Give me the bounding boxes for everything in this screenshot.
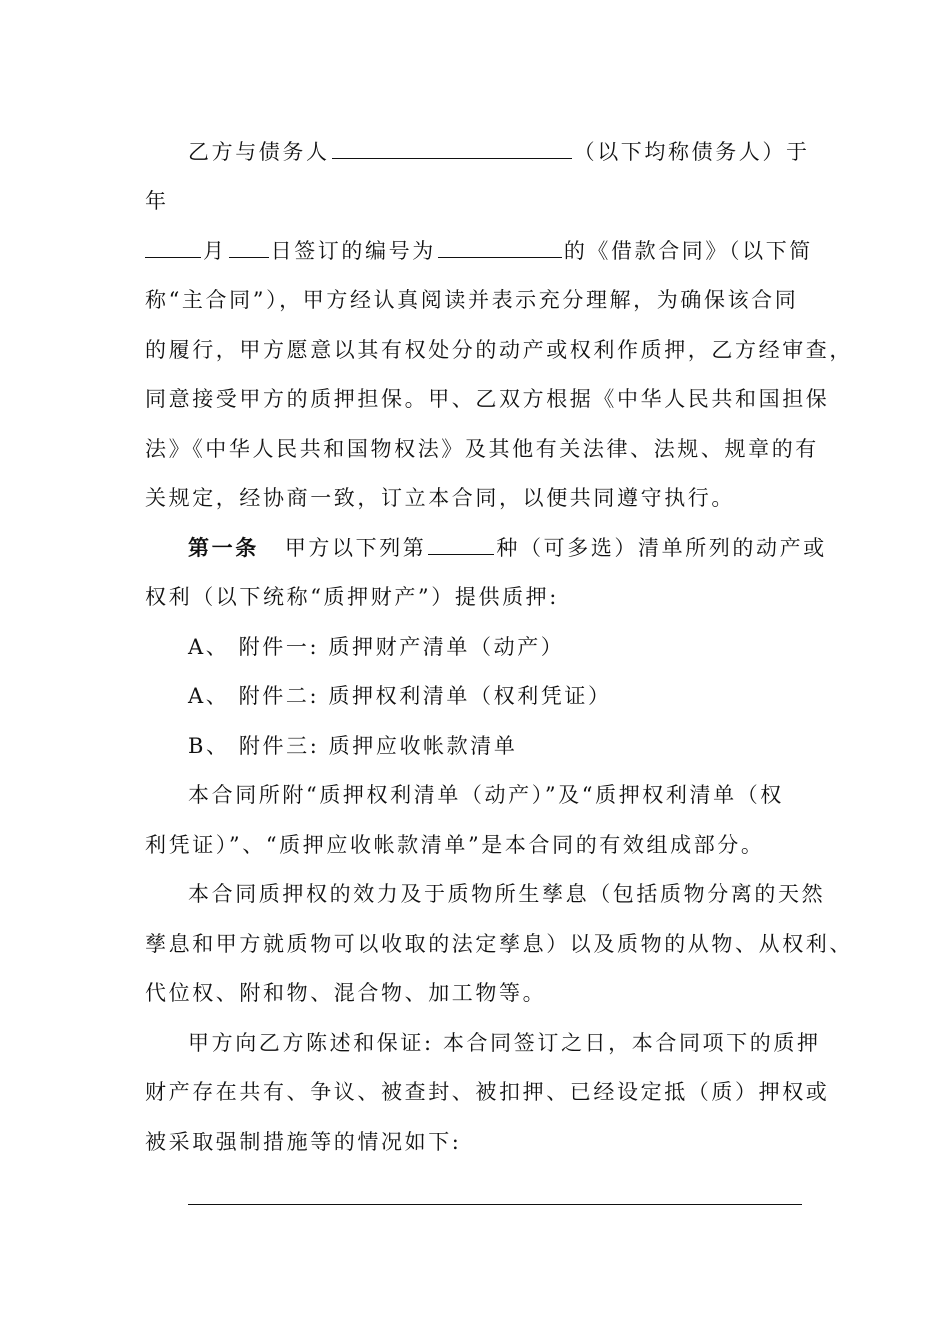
text-line	[188, 1025, 858, 1061]
debtor-name-blank[interactable]	[332, 134, 572, 159]
attachment-item-2	[188, 678, 858, 714]
text-line	[145, 975, 815, 1011]
fill-in-blank-line[interactable]	[188, 1204, 802, 1205]
text-segment: 的履行，甲方愿意以其有权处分的动产或权利作质押，乙方经审查，	[145, 338, 853, 362]
text-segment: B、 附件三: 质押应收帐款清单	[188, 734, 518, 758]
text-segment: 本合同所附“质押权利清单（动产）”及“质押权利清单（权	[188, 783, 784, 807]
text-line	[145, 579, 815, 615]
text-segment: 被采取强制措施等的情况如下:	[145, 1130, 462, 1154]
text-segment: 年	[145, 189, 169, 213]
selection-count-blank[interactable]	[428, 530, 494, 555]
article-one-line	[188, 530, 858, 566]
text-line	[145, 381, 830, 417]
text-line	[145, 183, 815, 219]
text-line	[145, 827, 815, 863]
text-segment: 同意接受甲方的质押担保。甲、乙双方根据《中华人民共和国担保	[145, 387, 830, 411]
text-segment: 法》《中华人民共和国物权法》及其他有关法律、法规、规章的有	[145, 437, 819, 461]
text-segment: 种（可多选）清单所列的动产或	[496, 536, 827, 560]
text-line	[145, 1074, 830, 1110]
paragraph-debtor-line	[188, 134, 858, 170]
text-segment: 关规定，经协商一致，订立本合同，以便共同遵守执行。	[145, 486, 735, 510]
text-line	[188, 777, 858, 813]
text-segment: 本合同质押权的效力及于质物所生孳息（包括质物分离的天然	[188, 882, 826, 906]
attachment-item-3	[188, 728, 858, 764]
text-segment: 权利（以下统称“质押财产”）提供质押:	[145, 585, 559, 609]
day-blank[interactable]	[229, 233, 269, 258]
text-segment: 代位权、附和物、混合物、加工物等。	[145, 981, 547, 1005]
text-line	[145, 431, 819, 467]
text-segment: 利凭证）”、“质押应收帐款清单”是本合同的有效组成部分。	[145, 833, 765, 857]
date-and-contract-number-line	[145, 233, 815, 269]
text-line	[145, 282, 815, 318]
text-segment: A、 附件二: 质押权利清单（权利凭证）	[188, 684, 612, 708]
text-line	[145, 926, 853, 962]
text-segment: 称“主合同”），甲方经认真阅读并表示充分理解，为确保该合同	[145, 288, 799, 312]
text-segment: 乙方与债务人	[188, 140, 330, 164]
text-line	[145, 332, 853, 368]
text-segment: 孳息和甲方就质物可以收取的法定孳息）以及质物的从物、从权利、	[145, 932, 853, 956]
text-segment: （以下均称债务人）于	[573, 140, 810, 164]
text-segment: A、 附件一: 质押财产清单（动产）	[188, 635, 565, 659]
contract-number-blank[interactable]	[438, 233, 562, 258]
text-segment: 财产存在共有、争议、被查封、被扣押、已经设定抵（质）押权或	[145, 1080, 830, 1104]
text-segment: 甲方向乙方陈述和保证: 本合同签订之日，本合同项下的质押	[188, 1031, 821, 1055]
text-line	[188, 876, 858, 912]
month-blank[interactable]	[145, 233, 201, 258]
attachment-item-1	[188, 629, 858, 665]
text-segment: 甲方以下列第	[284, 536, 427, 560]
text-segment: 日签订的编号为	[270, 239, 436, 263]
article-heading: 第一条	[188, 535, 259, 560]
text-line	[145, 480, 815, 516]
text-segment: 的《借款合同》（以下简	[563, 239, 813, 263]
text-segment: 月	[203, 239, 227, 263]
text-line	[145, 1124, 815, 1160]
